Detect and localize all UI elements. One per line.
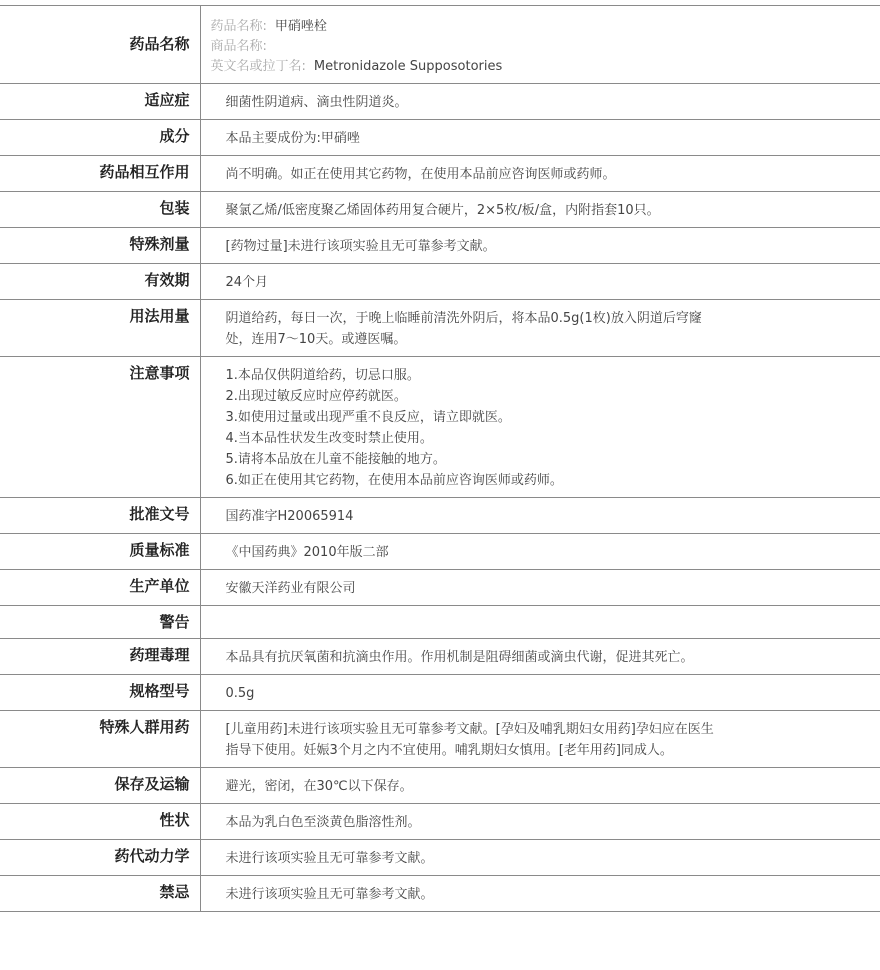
- row-value: [200, 192, 880, 228]
- row-value: [200, 357, 880, 498]
- row-value: [200, 300, 880, 357]
- table-row: [0, 876, 880, 912]
- value-line: 国药准字H20065914: [225, 509, 354, 524]
- row-value: [200, 534, 880, 570]
- table-row: [0, 840, 880, 876]
- table-row-drug-name: [0, 6, 880, 84]
- value-line: 尚不明确。如正在使用其它药物，在使用本品前应咨询医师或药师。: [225, 167, 616, 182]
- drug-spec-table: [0, 5, 880, 912]
- value-line: 本品主要成份为:甲硝唑: [225, 131, 360, 146]
- value-line: 本品具有抗厌氧菌和抗滴虫作用。作用机制是阻碍细菌或滴虫代谢，促进其死亡。: [225, 650, 694, 665]
- value-line: 阴道给药，每日一次，于晚上临睡前清洗外阴后，将本品0.5g(1枚)放入阴道后穹窿: [225, 311, 702, 326]
- row-value: [200, 156, 880, 192]
- table-row: [0, 300, 880, 357]
- row-label: 注意事项: [0, 357, 200, 498]
- trade-name-label: 商品名称:: [210, 39, 267, 54]
- row-label: 用法用量: [0, 300, 200, 357]
- row-label: 药理毒理: [0, 639, 200, 675]
- row-label: 生产单位: [0, 570, 200, 606]
- row-value: [200, 639, 880, 675]
- row-label: 特殊剂量: [0, 228, 200, 264]
- generic-name-line: [211, 17, 871, 37]
- table-row: [0, 192, 880, 228]
- row-label: 性状: [0, 804, 200, 840]
- table-row: [0, 768, 880, 804]
- row-label: 禁忌: [0, 876, 200, 912]
- value-line: 24个月: [225, 275, 269, 290]
- table-row: [0, 84, 880, 120]
- table-row: [0, 639, 880, 675]
- value-line: 4.当本品性状发生改变时禁止使用。: [225, 431, 433, 446]
- row-label: 药品相互作用: [0, 156, 200, 192]
- table-row: [0, 570, 880, 606]
- row-label: 包装: [0, 192, 200, 228]
- value-line: 《中国药典》2010年版二部: [225, 545, 389, 560]
- row-value: [200, 804, 880, 840]
- value-line: 安徽天洋药业有限公司: [225, 581, 356, 596]
- row-label: 规格型号: [0, 675, 200, 711]
- row-label: 有效期: [0, 264, 200, 300]
- value-line: 3.如使用过量或出现严重不良反应，请立即就医。: [225, 410, 511, 425]
- value-line: 处，连用7～10天。或遵医嘱。: [225, 332, 407, 347]
- value-line: [儿童用药]未进行该项实验且无可靠参考文献。[孕妇及哺乳期妇女用药]孕妇应在医生: [225, 722, 714, 737]
- value-line: 6.如正在使用其它药物，在使用本品前应咨询医师或药师。: [225, 473, 563, 488]
- row-value: [200, 228, 880, 264]
- value-line: 避光，密闭，在30℃以下保存。: [225, 779, 413, 794]
- value-line: 指导下使用。妊娠3个月之内不宜使用。哺乳期妇女慎用。[老年用药]同成人。: [225, 743, 673, 758]
- table-row: [0, 804, 880, 840]
- row-value: [200, 120, 880, 156]
- table-row: [0, 534, 880, 570]
- row-value: [200, 606, 880, 639]
- row-label: 成分: [0, 120, 200, 156]
- value-line: 细菌性阴道病、滴虫性阴道炎。: [225, 95, 408, 110]
- row-value: [200, 570, 880, 606]
- table-row: [0, 606, 880, 639]
- table-row: [0, 357, 880, 498]
- row-label: 保存及运输: [0, 768, 200, 804]
- generic-name-label: 药品名称:: [210, 19, 267, 34]
- row-value: [200, 768, 880, 804]
- value-line: 0.5g: [225, 686, 255, 701]
- english-name-label: 英文名或拉丁名:: [210, 59, 306, 74]
- table-row: [0, 120, 880, 156]
- table-row: [0, 156, 880, 192]
- row-value: [200, 840, 880, 876]
- trade-name-line: [211, 37, 871, 57]
- table-row: [0, 264, 880, 300]
- row-value-drug-name: [200, 6, 880, 84]
- row-label: 药代动力学: [0, 840, 200, 876]
- value-line: 未进行该项实验且无可靠参考文献。: [225, 887, 434, 902]
- row-value: [200, 675, 880, 711]
- row-value: [200, 876, 880, 912]
- table-row: [0, 498, 880, 534]
- value-line: 本品为乳白色至淡黄色脂溶性剂。: [225, 815, 421, 830]
- row-value: [200, 264, 880, 300]
- row-value: [200, 498, 880, 534]
- value-line: 未进行该项实验且无可靠参考文献。: [225, 851, 434, 866]
- row-label-drug-name: 药品名称: [0, 6, 200, 84]
- english-name-line: [211, 57, 871, 77]
- row-label: 特殊人群用药: [0, 711, 200, 768]
- table-row: [0, 711, 880, 768]
- table-row: [0, 228, 880, 264]
- row-label: 适应症: [0, 84, 200, 120]
- value-line: 2.出现过敏反应时应停药就医。: [225, 389, 407, 404]
- value-line: [药物过量]未进行该项实验且无可靠参考文献。: [225, 239, 496, 254]
- row-label: 批准文号: [0, 498, 200, 534]
- row-value: [200, 84, 880, 120]
- table-row: [0, 675, 880, 711]
- row-value: [200, 711, 880, 768]
- row-label: 质量标准: [0, 534, 200, 570]
- generic-name-value: 甲硝唑栓: [274, 19, 327, 34]
- value-line: 1.本品仅供阴道给药，切忌口服。: [225, 368, 420, 383]
- english-name-value: Metronidazole Supposotories: [313, 59, 503, 74]
- value-line: 聚氯乙烯/低密度聚乙烯固体药用复合硬片，2×5枚/板/盒，内附指套10只。: [225, 203, 660, 218]
- row-label: 警告: [0, 606, 200, 639]
- value-line: 5.请将本品放在儿童不能接触的地方。: [225, 452, 446, 467]
